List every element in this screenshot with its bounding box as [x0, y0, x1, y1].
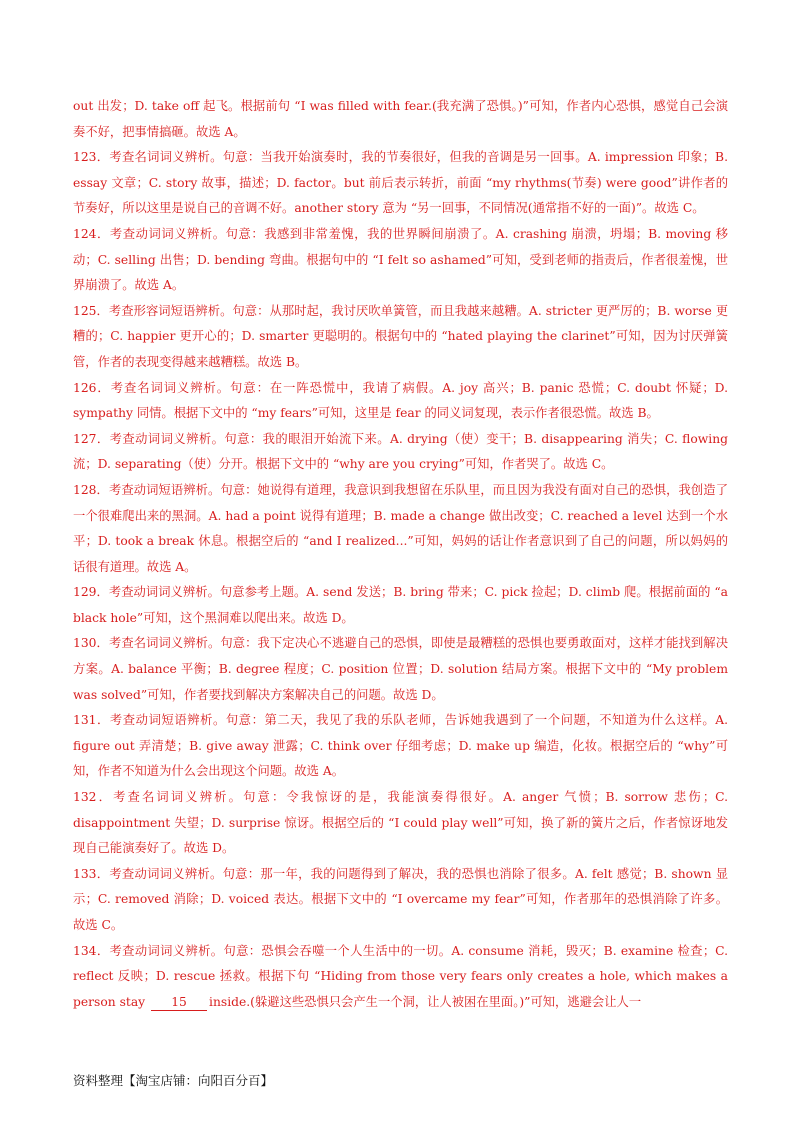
explanation-paragraph: out 出发；D. take off 起飞。根据前句 “I was filled with fear.(我充满了恐惧。)”可知，作者内心恐惧，感觉自己会演奏不好，把事情搞砸。故选 A。	[73, 99, 728, 139]
explanation-item-124: 124．考查动词词义辨析。句意：我感到非常羞愧，我的世界瞬间崩溃了。A. crashing 崩溃，坍塌；B. moving 移动；C. selling 出售；D. bending 弯曲。根据句中的 “I felt so ashamed”可知，受到老师的指责后，作者很羞愧，世界崩溃了。故选 A。	[73, 226, 728, 293]
explanation-item-127: 127．考查动词词义辨析。句意：我的眼泪开始流下来。A. drying（使）变干；B. disappearing 消失；C. flowing 流；D. separating（使）分开。根据下文中的 “why are you crying”可知，作者哭了。故选 C。	[73, 431, 728, 472]
explanation-item-125: 125．考查形容词短语辨析。句意：从那时起，我讨厌吹单簧管，而且我越来越糟。A. stricter 更严厉的；B. worse 更糟的；C. happier 更开心的；D. smarter 更聪明的。根据句中的 “hated playing the clarinet”可知，因为讨厌弹簧管，作者的表现变得越来越糟糕。故选 B。	[73, 303, 728, 369]
explanation-item-132: 132．考查名词词义辨析。句意：令我惊讶的是，我能演奏得很好。A. anger 气愤；B. sorrow 悲伤；C. disappointment 失望；D. surprise 惊讶。根据空后的 “I could play well”可知，换了新的簧片之后，作者惊讶地发现自己能演奏好了。故选 D。	[73, 790, 728, 856]
explanation-item-130: 130．考查名词词义辨析。句意：我下定决心不逃避自己的恐惧，即使是最糟糕的恐惧也要勇敢面对，这样才能找到解决方案。A. balance 平衡；B. degree 程度；C. position 位置；D. solution 结局方案。根据下文中的 “My problem was solved”可知，作者要找到解决方案解决自己的问题。故选 D。	[73, 636, 728, 702]
explanation-item-131: 131．考查动词短语辨析。句意：第二天，我见了我的乐队老师，告诉她我遇到了一个问题，不知道为什么这样。A. figure out 弄清楚；B. give away 泄露；C. think over 仔细考虑；D. make up 编造，化妆。根据空后的 “why”可知，作者不知道为什么会出现这个问题。故选 A。	[73, 713, 728, 779]
footer-source-note: 资料整理【淘宝店铺：向阳百分百】	[73, 1073, 274, 1088]
answer-blank: 15	[151, 995, 207, 1011]
explanation-text-before-blank: 134．考查动词词义辨析。句意：恐惧会吞噬一个人生活中的一切。A. consume 消耗，毁灭；B. examine 检查；C. reflect 反映；D. rescue 拯救。根据下句 “Hiding from those very fears only creates a hole, which makes a person stay	[73, 943, 728, 1009]
answer-explanations	[73, 94, 728, 1015]
explanation-item-126: 126．考查名词词义辨析。句意：在一阵恐慌中，我请了病假。A. joy 高兴；B. panic 恐慌；C. doubt 怀疑；D. sympathy 同情。根据下文中的 “my fears”可知，这里是 fear 的同义词复现，表示作者很恐慌。故选 B。	[73, 380, 728, 421]
explanation-item-129: 129．考查动词词义辨析。句意参考上题。A. send 发送；B. bring 带来；C. pick 捡起；D. climb 爬。根据前面的 “a black hole”可知，这个黑洞难以爬出来。故选 D。	[73, 585, 728, 625]
explanation-item-133: 133．考查动词词义辨析。句意：那一年，我的问题得到了解决，我的恐惧也消除了很多。A. felt 感觉；B. shown 显示；C. removed 消除；D. voiced 表达。根据下文中的 “I overcame my fear”可知，作者那年的恐惧消除了许多。故选 C。	[73, 866, 728, 932]
explanation-item-134	[73, 939, 728, 1016]
explanation-text-after-blank: inside.(躲避这些恐惧只会产生一个洞，让人被困在里面。)”可知，逃避会让人一	[209, 994, 642, 1009]
explanation-item-123: 123．考查名词词义辨析。句意：当我开始演奏时，我的节奏很好，但我的音调是另一回事。A. impression 印象；B. essay 文章；C. story 故事，描述；D. factor。but 前后表示转折，前面 “my rhythms(节奏) were good”讲作者的节奏好，所以这里是说自己的音调不好。another story 意为 “另一回事，不同情况(通常指不好的一面)”。故选 C。	[73, 150, 728, 216]
explanation-item-128: 128．考查动词短语辨析。句意：她说得有道理，我意识到我想留在乐队里，而且因为我没有面对自己的恐惧，我创造了一个很难爬出来的黑洞。A. had a point 说得有道理；B. made a change 做出改变；C. reached a level 达到一个水平；D. took a break 休息。根据空后的 “and I realized...”可知，妈妈的话让作者意识到了自己的问题，所以妈妈的话很有道理。故选 A。	[73, 482, 728, 574]
